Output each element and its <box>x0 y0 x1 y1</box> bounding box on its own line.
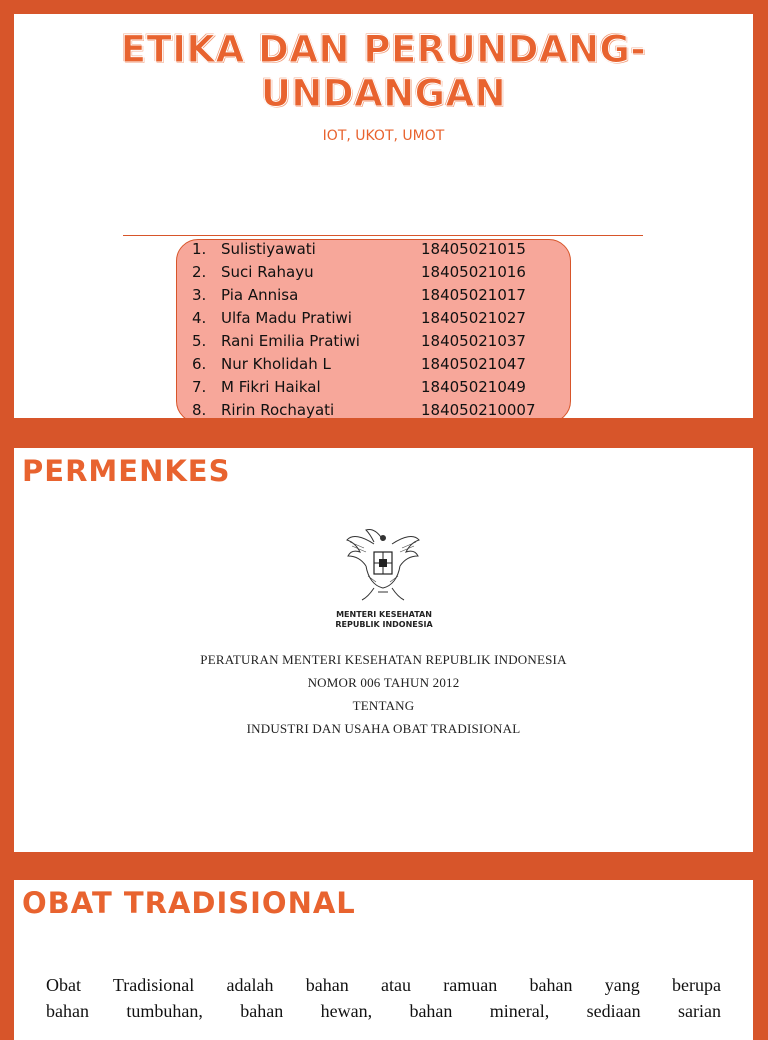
list-item <box>177 240 570 263</box>
member-name: Ulfa Madu Pratiwi <box>221 309 352 327</box>
member-number: 4. <box>192 309 207 327</box>
paragraph-line: Obat Tradisional adalah bahan atau ramuan bahan yang berupa <box>46 975 721 995</box>
document-heading: PERATURAN MENTERI KESEHATAN REPUBLIK INDONESIA <box>200 652 567 667</box>
list-item <box>177 378 570 401</box>
garuda-emblem-icon <box>344 526 422 602</box>
member-id: 184050210007 <box>421 401 536 418</box>
member-number: 1. <box>192 240 207 258</box>
paragraph-line: bahan tumbuhan, bahan hewan, bahan mineral, sediaan sarian <box>46 1001 721 1021</box>
slide-title-line2: UNDANGAN <box>260 72 507 115</box>
member-number: 3. <box>192 286 207 304</box>
member-name: Ririn Rochayati <box>221 401 335 418</box>
member-id: 18405021027 <box>421 309 526 327</box>
list-item <box>177 401 570 418</box>
member-number: 2. <box>192 263 207 281</box>
member-id: 18405021016 <box>421 263 526 281</box>
member-number: 7. <box>192 378 207 396</box>
list-item <box>177 309 570 332</box>
divider <box>123 235 643 236</box>
definition-paragraph <box>46 972 721 1024</box>
list-item <box>177 286 570 309</box>
member-id: 18405021037 <box>421 332 526 350</box>
member-name: Sulistiyawati <box>221 240 316 258</box>
member-name: Rani Emilia Pratiwi <box>221 332 360 350</box>
document-subject: INDUSTRI DAN USAHA OBAT TRADISIONAL <box>246 721 521 736</box>
document-number: NOMOR 006 TAHUN 2012 <box>307 675 460 690</box>
list-item <box>177 332 570 355</box>
member-id: 18405021049 <box>421 378 526 396</box>
list-item <box>177 263 570 286</box>
member-number: 6. <box>192 355 207 373</box>
emblem-label: REPUBLIK INDONESIA <box>335 620 433 629</box>
slide-title-line1: ETIKA DAN PERUNDANG- <box>120 28 647 71</box>
document-about: TENTANG <box>352 698 415 713</box>
member-id: 18405021047 <box>421 355 526 373</box>
title-slide <box>14 14 753 418</box>
permenkes-slide <box>14 448 753 852</box>
member-id: 18405021015 <box>421 240 526 258</box>
section-title: OBAT TRADISIONAL <box>22 886 356 920</box>
list-item <box>177 355 570 378</box>
section-title: PERMENKES <box>22 454 231 488</box>
slide-subtitle: IOT, UKOT, UMOT <box>322 128 445 144</box>
emblem-label: MENTERI KESEHATAN <box>336 610 432 619</box>
member-number: 8. <box>192 401 207 418</box>
member-id: 18405021017 <box>421 286 526 304</box>
obat-tradisional-slide <box>14 880 753 1040</box>
member-name: M Fikri Haikal <box>221 378 321 396</box>
member-number: 5. <box>192 332 207 350</box>
member-name: Suci Rahayu <box>221 263 314 281</box>
member-name: Pia Annisa <box>221 286 299 304</box>
member-name: Nur Kholidah L <box>221 355 331 373</box>
member-list <box>176 239 571 418</box>
